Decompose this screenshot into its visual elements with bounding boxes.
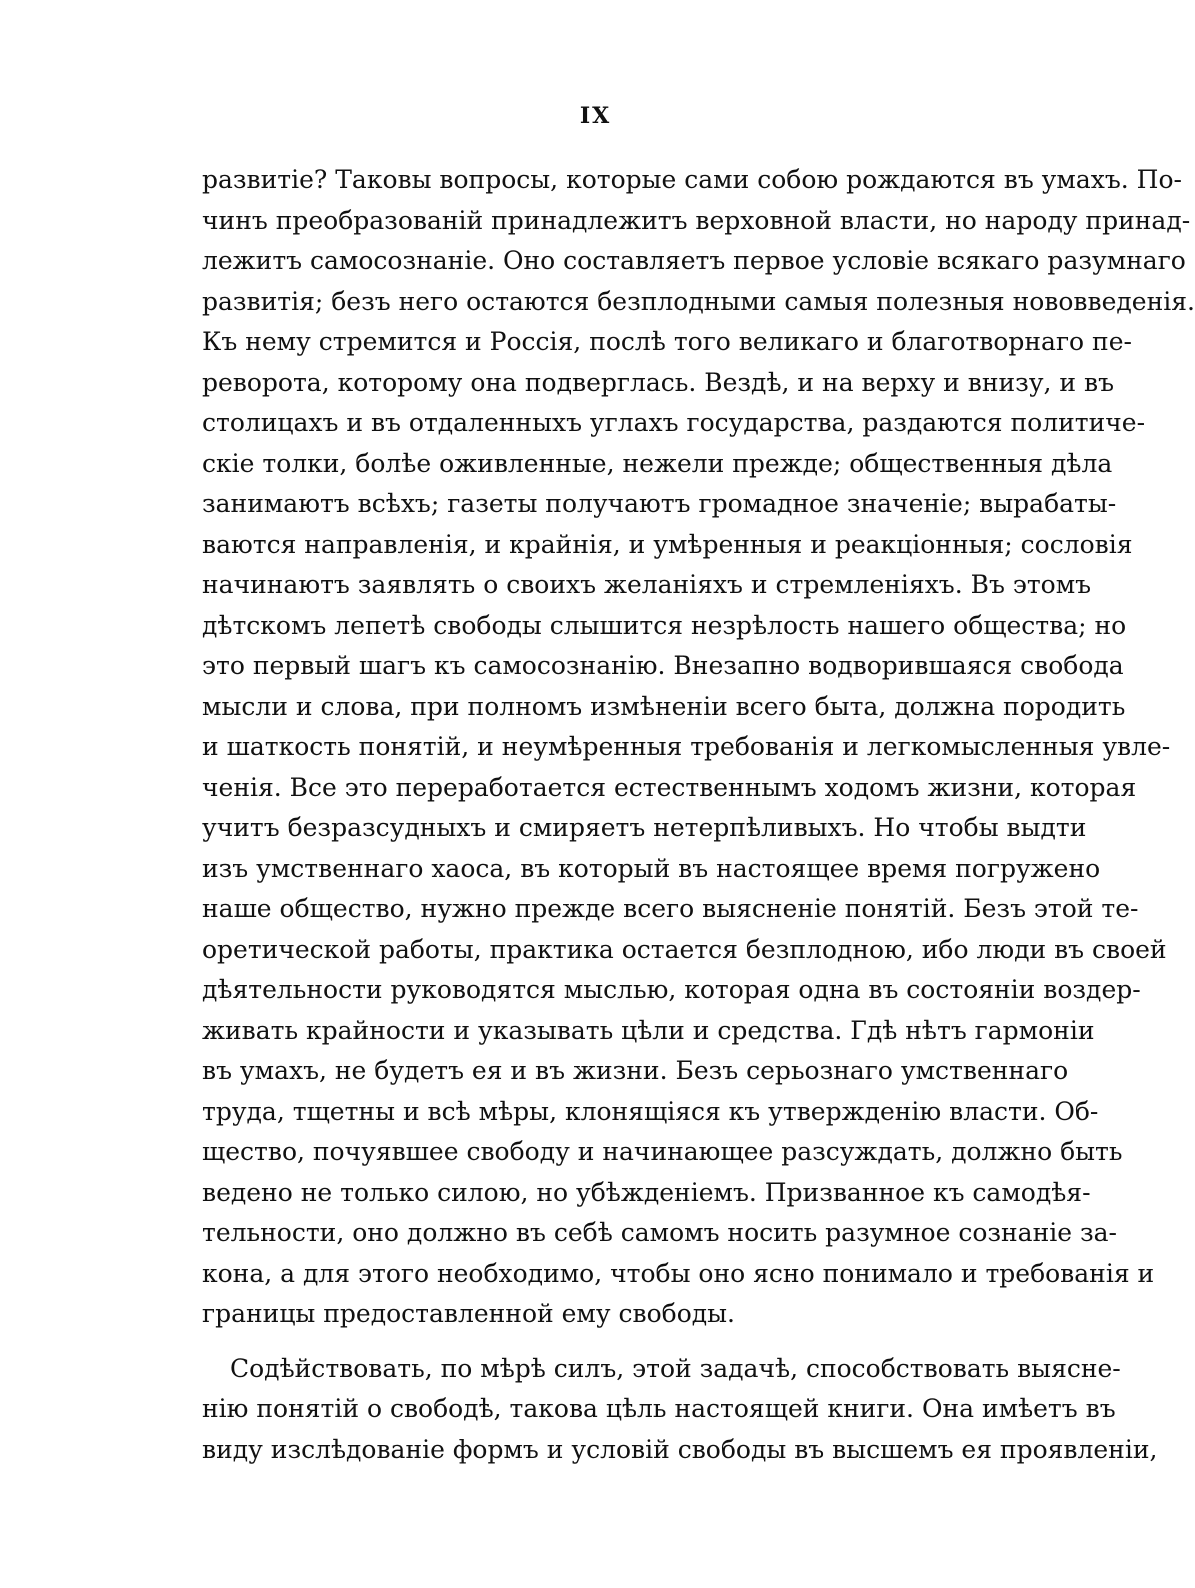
text-line: труда, тщетны и всѣ мѣры, клонящіяся къ утвержденію власти. Об- xyxy=(202,1096,1099,1126)
text-line: начинаютъ заявлять о своихъ желаніяхъ и стремленіяхъ. Въ этомъ xyxy=(202,570,1092,599)
text-line: развитія; безъ него остаются безплодными самыя полезныя нововведенія. xyxy=(202,286,1195,316)
text-line: границы предоставленной ему свободы. xyxy=(202,1299,735,1328)
text-line: наше общество, нужно прежде всего выясненіе понятій. Безъ этой те- xyxy=(202,894,1139,923)
text-line: живать крайности и указывать цѣли и средства. Гдѣ нѣтъ гармоніи xyxy=(202,1015,1095,1045)
paragraph-gap xyxy=(202,1335,980,1349)
text-line: лежитъ самосознаніе. Оно составляетъ первое условіе всякаго разумнаго xyxy=(202,246,1186,275)
text-line: оретической работы, практика остается безплодною, ибо люди въ своей xyxy=(202,934,1167,964)
text-line: дѣтскомъ лепетѣ свободы слышится незрѣлость нашего общества; но xyxy=(202,610,1127,640)
text-line: изъ умственнаго хаоса, въ который въ настоящее время погружено xyxy=(202,853,1101,883)
text-line: Содѣйствовать, по мѣрѣ силъ, этой задачѣ, способствовать выясне- xyxy=(230,1353,1121,1383)
paragraph-1 xyxy=(202,160,1195,1335)
text-line: и шаткость понятій, и неумѣренныя требованія и легкомысленныя увле- xyxy=(202,732,1171,761)
text-line: Къ нему стремится и Россія, послѣ того великаго и благотворнаго пе- xyxy=(202,327,1132,356)
paragraph-2 xyxy=(202,1349,1158,1471)
text-line: ведено не только силою, но убѣжденіемъ. Призванное къ самодѣя- xyxy=(202,1177,1091,1207)
text-line: ваются направленія, и крайнія, и умѣренныя и реакціонныя; сословія xyxy=(202,529,1133,559)
page-number: IX xyxy=(579,103,612,129)
text-line: реворота, которому она подверглась. Вездѣ, и на верху и внизу, и въ xyxy=(202,367,1115,397)
text-line: кона, а для этого необходимо, чтобы оно ясно понимало и требованія и xyxy=(202,1258,1155,1288)
text-line: чинъ преобразованій принадлежитъ верховной власти, но народу принад- xyxy=(202,205,1191,235)
text-line: мысли и слова, при полномъ измѣненіи всего быта, должна породить xyxy=(202,691,1126,721)
text-line: учитъ безразсудныхъ и смиряетъ нетерпѣливыхъ. Но чтобы выдти xyxy=(202,813,1087,842)
text-line: въ умахъ, не будетъ ея и въ жизни. Безъ серьознаго умственнаго xyxy=(202,1056,1069,1085)
text-line: это первый шагъ къ самосознанію. Внезапно водворившаяся свобода xyxy=(202,651,1124,680)
text-line: занимаютъ всѣхъ; газеты получаютъ громадное значеніе; вырабаты- xyxy=(202,489,1117,518)
text-line: нію понятій о свободѣ, такова цѣль настоящей книги. Она имѣетъ въ xyxy=(202,1394,1116,1423)
text-line: ченія. Все это переработается естественнымъ ходомъ жизни, которая xyxy=(202,772,1137,802)
text-line: виду изслѣдованіе формъ и условій свободы въ высшемъ ея проявленіи, xyxy=(202,1434,1158,1464)
text-line: скіе толки, болѣе оживленные, нежели прежде; общественныя дѣла xyxy=(202,448,1113,478)
text-line: столицахъ и въ отдаленныхъ углахъ государства, раздаются политиче- xyxy=(202,408,1146,437)
text-line: щество, почуявшее свободу и начинающее разсуждать, должно быть xyxy=(202,1137,1123,1166)
text-line: развитіе? Таковы вопросы, которые сами собою рождаются въ умахъ. По- xyxy=(202,165,1182,194)
text-line: тельности, оно должно въ себѣ самомъ носить разумное сознаніе за- xyxy=(202,1218,1117,1247)
body-text xyxy=(202,160,1195,1470)
text-line: дѣятельности руководятся мыслью, которая одна въ состояніи воздер- xyxy=(202,975,1141,1004)
